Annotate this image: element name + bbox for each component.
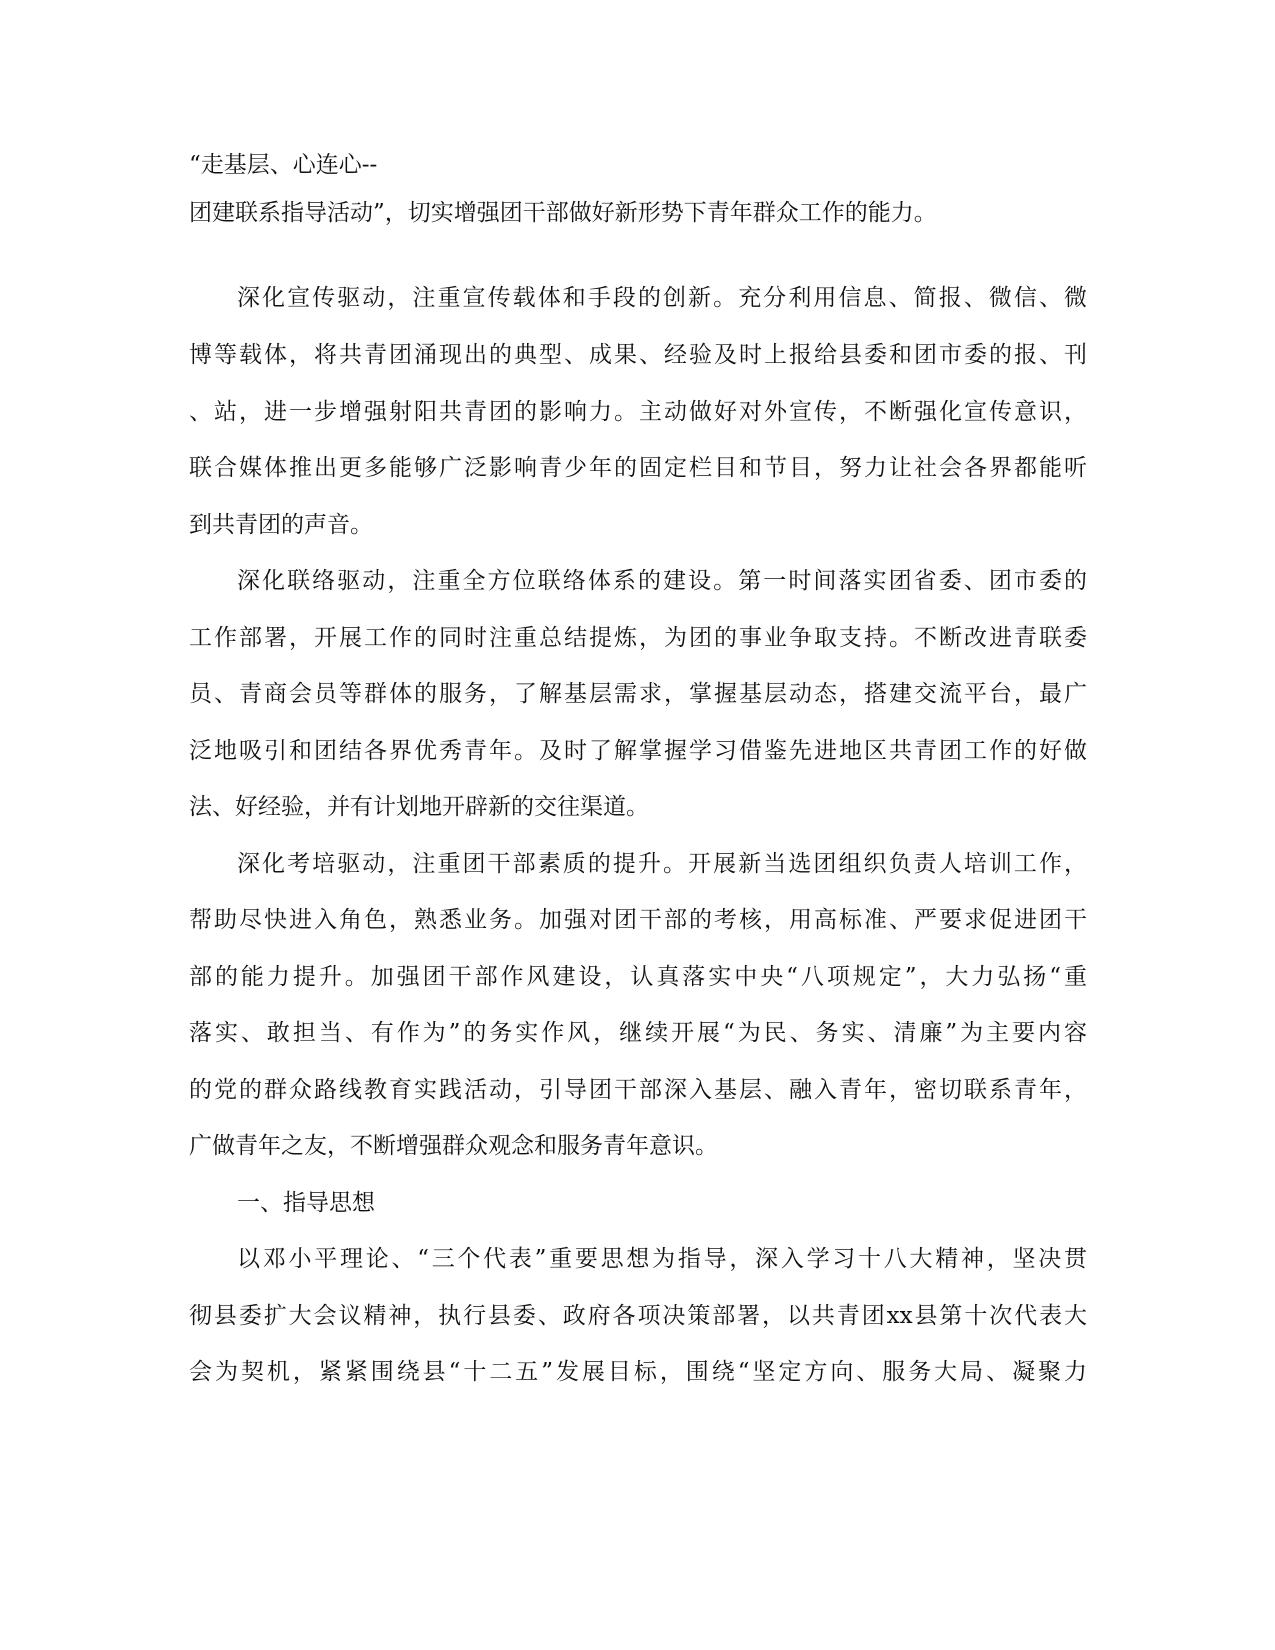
text-line: 员、青商会员等群体的服务，了解基层需求，掌握基层动态，搭建交流平台，最广: [189, 681, 1087, 707]
text-line: 泛地吸引和团结各界优秀青年。及时了解掌握学习借鉴先进地区共青团工作的好做: [189, 738, 1087, 764]
text-line: 法、好经验，并有计划地开辟新的交往渠道。: [189, 794, 649, 820]
text-line: 的党的群众路线教育实践活动，引导团干部深入基层、融入青年，密切联系青年，: [189, 1077, 1087, 1103]
text-line: 帮助尽快进入角色，熟悉业务。加强对团干部的考核，用高标准、严要求促进团干: [189, 907, 1087, 933]
text-line: 落实、敢担当、有作为”的务实作风，继续开展“为民、务实、清廉”为主要内容: [189, 1020, 1087, 1046]
text-line: 会为契机，紧紧围绕县“十二五”发展目标，围绕“坚定方向、服务大局、凝聚力: [189, 1359, 1087, 1385]
text-line: 团建联系指导活动”，切实增强团干部做好新形势下青年群众工作的能力。: [189, 200, 937, 226]
text-line: 博等载体，将共青团涌现出的典型、成果、经验及时上报给县委和团市委的报、刊: [189, 342, 1087, 368]
paragraph-first-line: 深化宣传驱动，注重宣传载体和手段的创新。充分利用信息、简报、微信、微: [237, 285, 1087, 311]
text-line: 彻县委扩大会议精神，执行县委、政府各项决策部署，以共青团xx县第十次代表大: [189, 1303, 1087, 1329]
section-heading: 一、指导思想: [237, 1190, 375, 1216]
text-line: 、站，进一步增强射阳共青团的影响力。主动做好对外宣传，不断强化宣传意识，: [189, 399, 1087, 425]
paragraph-first-line: 以邓小平理论、“三个代表”重要思想为指导，深入学习十八大精神，坚决贯: [237, 1246, 1087, 1272]
text-line: “走基层、心连心--: [189, 152, 378, 178]
text-line: 工作部署，开展工作的同时注重总结提炼，为团的事业争取支持。不断改进青联委: [189, 625, 1087, 651]
text-line: 部的能力提升。加强团干部作风建设，认真落实中央“八项规定”，大力弘扬“重: [189, 964, 1087, 990]
text-line: 广做青年之友，不断增强群众观念和服务青年意识。: [189, 1133, 718, 1159]
paragraph-first-line: 深化考培驱动，注重团干部素质的提升。开展新当选团组织负责人培训工作，: [237, 851, 1087, 877]
text-line: 到共青团的声音。: [189, 512, 373, 538]
text-line: 联合媒体推出更多能够广泛影响青少年的固定栏目和节目，努力让社会各界都能听: [189, 455, 1087, 481]
paragraph-first-line: 深化联络驱动，注重全方位联络体系的建设。第一时间落实团省委、团市委的: [237, 568, 1087, 594]
